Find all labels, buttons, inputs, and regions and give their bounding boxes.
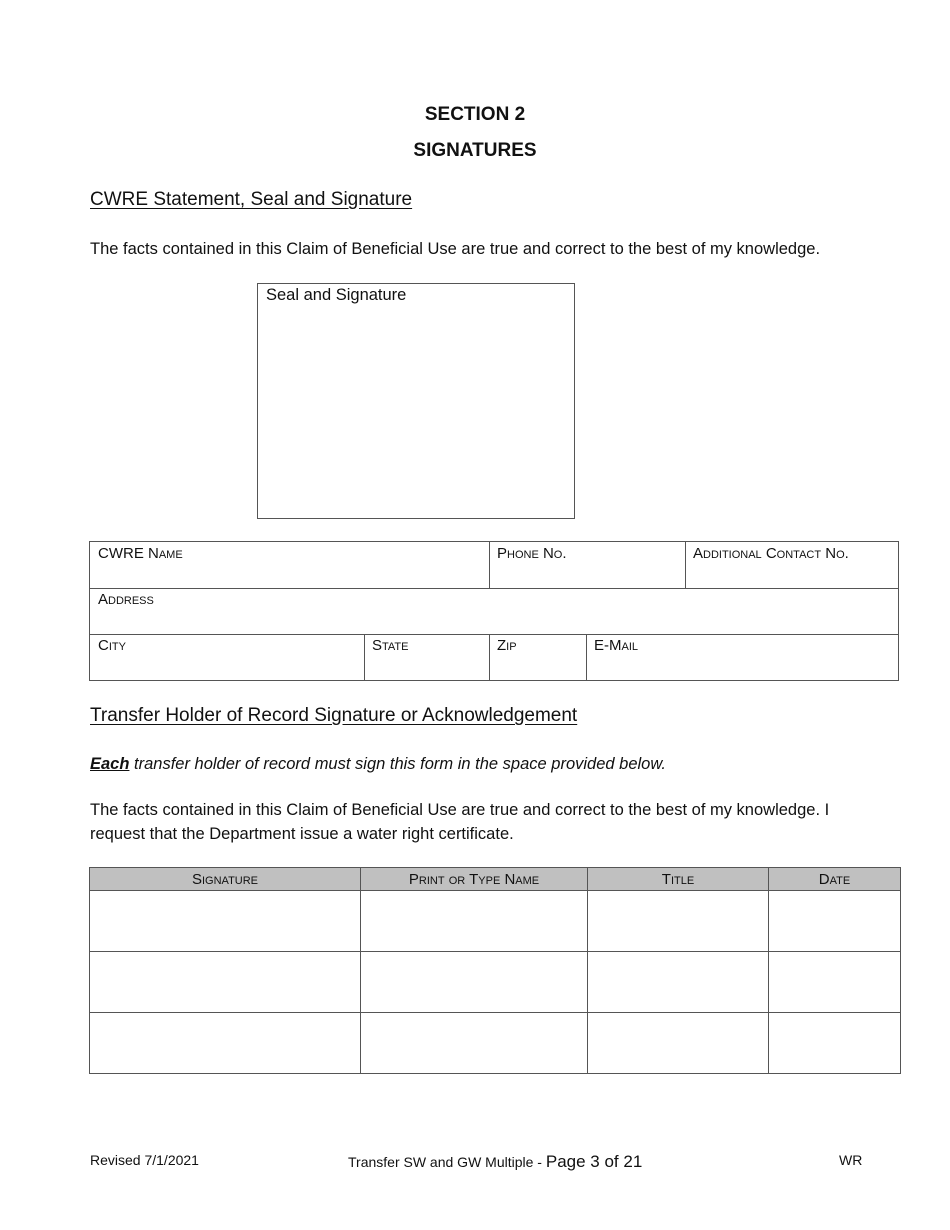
name-cell[interactable] [361, 952, 588, 1013]
header-title: Title [588, 868, 769, 891]
additional-contact-label: Additional Contact No. [693, 545, 849, 562]
title-cell[interactable] [588, 1013, 769, 1074]
zip-field[interactable] [489, 634, 586, 680]
email-field[interactable] [586, 634, 899, 680]
instruction-emphasis: Each [90, 755, 130, 773]
footer-revised: Revised 7/1/2021 [90, 1152, 199, 1168]
transfer-heading: Transfer Holder of Record Signature or Acknowledgement [90, 705, 578, 726]
cwre-statement: The facts contained in this Claim of Beneficial Use are true and correct to the best of my knowledge. [90, 240, 821, 258]
signature-table [89, 867, 901, 1074]
date-cell[interactable] [769, 952, 901, 1013]
footer-page [348, 1152, 642, 1172]
title-cell[interactable] [588, 891, 769, 952]
city-label: City [98, 637, 126, 654]
phone-field[interactable] [489, 542, 685, 588]
state-field[interactable] [364, 634, 489, 680]
zip-label: Zip [497, 637, 517, 654]
table-row [90, 891, 901, 952]
city-field[interactable] [90, 634, 364, 680]
address-label: Address [98, 591, 154, 608]
section-number: SECTION 2 [424, 104, 526, 125]
cwre-contact-grid [89, 541, 899, 681]
email-label: E-Mail [594, 637, 639, 654]
name-cell[interactable] [361, 891, 588, 952]
address-field[interactable] [90, 588, 898, 634]
additional-contact-field[interactable] [685, 542, 899, 588]
transfer-statement: The facts contained in this Claim of Beneficial Use are true and correct to the best of my knowledge. I request that the Department issue a water right certificate. [90, 801, 830, 843]
title-cell[interactable] [588, 952, 769, 1013]
section-title: SIGNATURES [413, 140, 537, 161]
phone-label: Phone No. [497, 545, 567, 562]
signature-cell[interactable] [90, 891, 361, 952]
header-print-name: Print or Type Name [361, 868, 588, 891]
cwre-name-label: CWRE Name [98, 545, 183, 562]
signature-cell[interactable] [90, 1013, 361, 1074]
header-date: Date [769, 868, 901, 891]
date-cell[interactable] [769, 891, 901, 952]
seal-signature-label: Seal and Signature [266, 286, 407, 304]
table-row [90, 1013, 901, 1074]
seal-signature-box[interactable] [257, 283, 575, 519]
cwre-name-field[interactable] [90, 542, 489, 588]
signature-cell[interactable] [90, 952, 361, 1013]
footer-page-number: Page 3 of 21 [545, 1152, 643, 1171]
instruction-text: transfer holder of record must sign this form in the space provided below. [129, 755, 666, 773]
cwre-heading: CWRE Statement, Seal and Signature [90, 189, 413, 210]
table-row [90, 952, 901, 1013]
transfer-instruction [90, 752, 880, 776]
date-cell[interactable] [769, 1013, 901, 1074]
header-signature: Signature [90, 868, 361, 891]
footer-form-name: Transfer SW and GW Multiple - [348, 1154, 546, 1170]
footer-code: WR [839, 1152, 863, 1168]
name-cell[interactable] [361, 1013, 588, 1074]
state-label: State [372, 637, 409, 654]
signature-table-header [90, 868, 901, 891]
